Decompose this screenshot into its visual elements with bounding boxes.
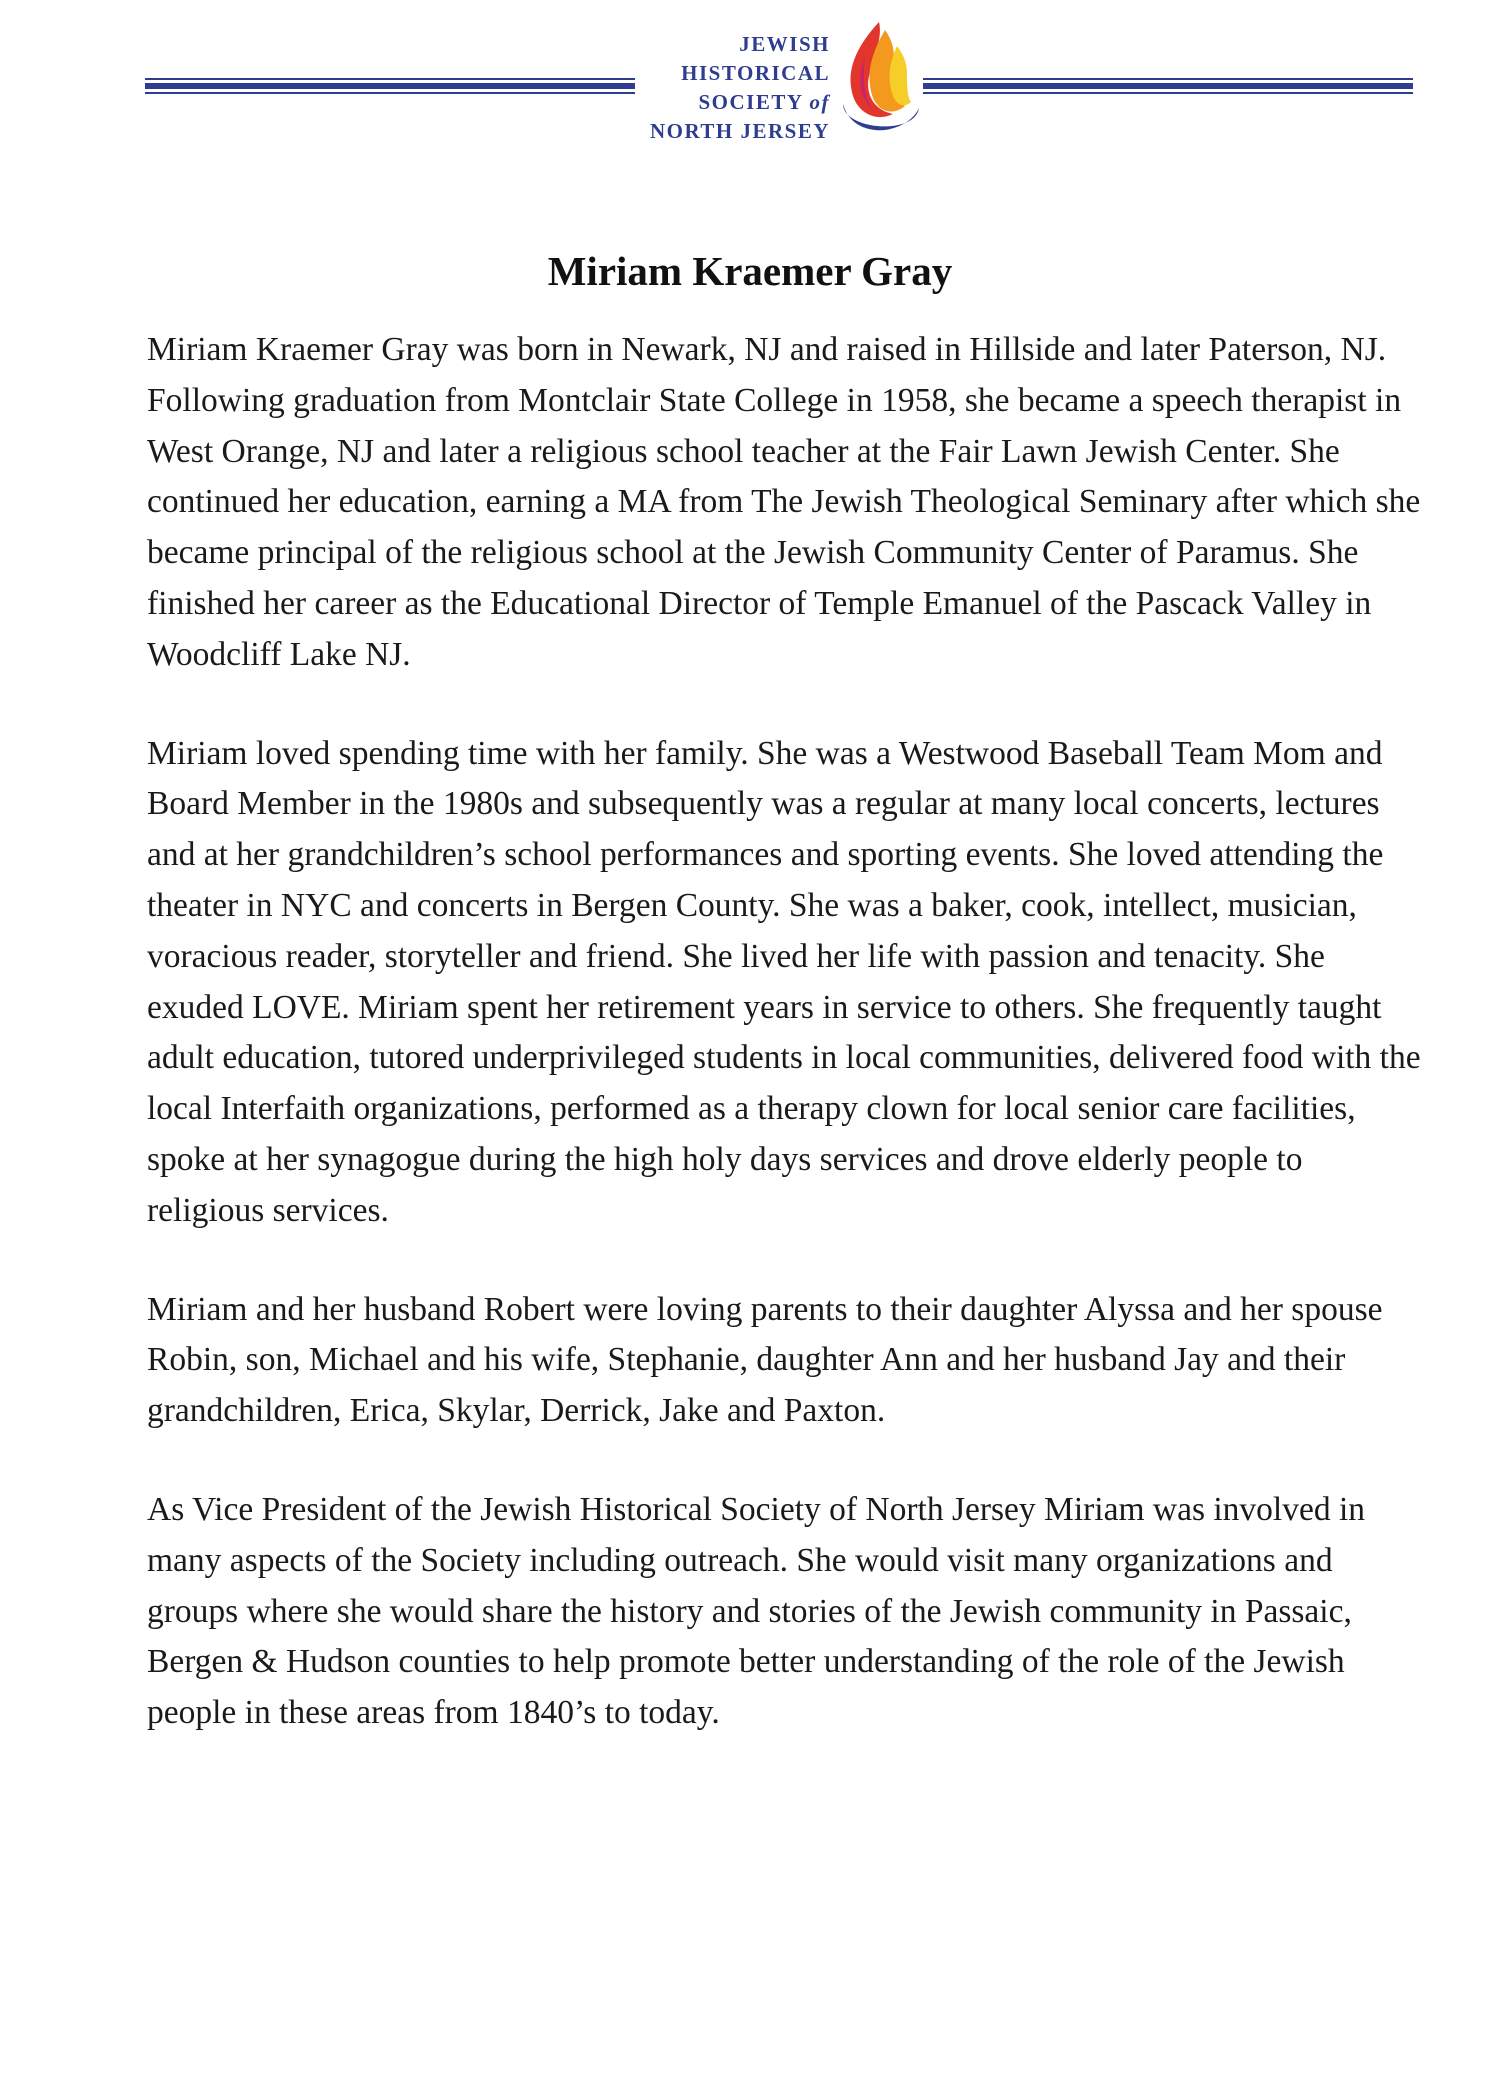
header-rule-left <box>145 78 635 94</box>
paragraph-education-career: Miriam Kraemer Gray was born in Newark, NJ and raised in Hillside and later Paterson, NJ. Following graduation from Montclair State College in 1958, she became a speech therapist in West Orange, NJ and later a religious school teacher at the Fair Lawn Jewish Center. She continued her education, earning a MA from The Jewish Theological Seminary after which she became principal of the religious school at the Jewish Community Center of Paramus. She finished her career as the Educational Director of Temple Emanuel of the Pascack Valley in Woodcliff Lake NJ. <box>147 331 1421 673</box>
letterhead <box>145 18 1413 148</box>
paragraph-family-service: Miriam loved spending time with her family. She was a Westwood Baseball Team Mom and Board Member in the 1980s and subsequently was a regular at many local concerts, lectures and at her grandchildren’s school performances and sporting events. She loved attending the theater in NYC and concerts in Bergen County. She was a baker, cook, intellect, musician, voracious reader, storyteller and friend. She lived her life with passion and tenacity. She exuded LOVE. Miriam spent her retirement years in service to others. She frequently taught adult education, tutored underprivileged students in local communities, delivered food with the local Interfaith organizations, performed as a therapy clown for local senior care facilities, spoke at her synagogue during the high holy days services and drove elderly people to religious services. <box>147 734 1421 1229</box>
logo-word-society: SOCIETY <box>698 90 803 114</box>
logo-word-of: of <box>809 90 830 114</box>
paragraph-family-members: Miriam and her husband Robert were loving parents to their daughter Alyssa and her spouse Robin, son, Michael and his wife, Stephanie, daughter Ann and her husband Jay and their grandchildren, Erica, Skylar, Derrick, Jake and Paxton. <box>147 1290 1383 1430</box>
logo-line-2: HISTORICAL <box>681 61 830 85</box>
flame-icon <box>835 18 923 148</box>
paragraph-society-role: As Vice President of the Jewish Historical Society of North Jersey Miriam was involved in many aspects of the Society including outreach. She would visit many organizations and groups where she would share the history and stories of the Jewish community in Passaic, Bergen & Hudson counties to help promote better understanding of the role of the Jewish people in these areas from 1840’s to today. <box>147 1490 1366 1732</box>
logo-wordmark <box>635 30 830 146</box>
logo-line-1: JEWISH <box>739 32 830 56</box>
header-rule-right <box>923 78 1413 94</box>
logo-line-3 <box>635 88 830 117</box>
document-body <box>147 325 1422 1787</box>
logo-line-4: NORTH JERSEY <box>649 119 830 143</box>
page-title: Miriam Kraemer Gray <box>547 248 953 295</box>
